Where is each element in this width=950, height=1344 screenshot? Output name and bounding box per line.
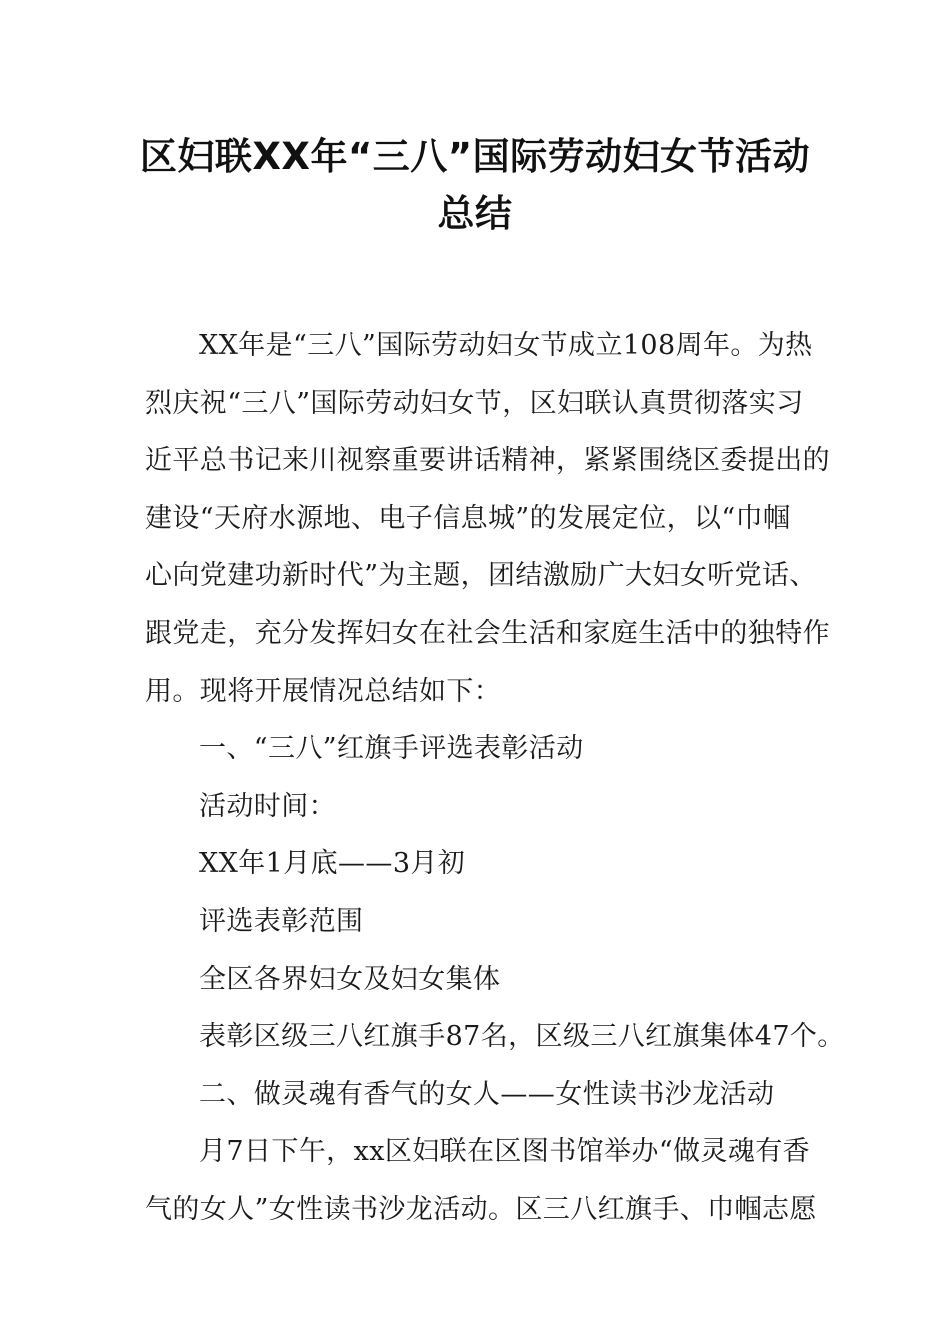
text-line: 跟党走，充分发挥妇女在社会生活和家庭生活中的独特作 — [145, 617, 830, 649]
text-line: 气的女人”女性读书沙龙活动。区三八红旗手、巾帼志愿 — [145, 1193, 817, 1225]
text-line: XX年1月底——3月初 — [199, 848, 466, 880]
text-line: 表彰区级三八红旗手87名，区级三八红旗集体47个。 — [199, 1021, 845, 1053]
section-heading: 一、“三八”红旗手评选表彰活动 — [199, 733, 584, 765]
text-line: 评选表彰范围 — [199, 905, 364, 937]
text-line: 全区各界妇女及妇女集体 — [199, 963, 501, 995]
text-line: 活动时间： — [199, 790, 336, 822]
title-line-1: 区妇联XX年“三八”国际劳动妇女节活动 — [139, 135, 811, 178]
text-line: 月7日下午，xx区妇联在区图书馆举办“做灵魂有香 — [199, 1136, 811, 1168]
section-heading: 二、做灵魂有香气的女人——女性读书沙龙活动 — [199, 1078, 775, 1110]
text-line: 近平总书记来川视察重要讲话精神，紧紧围绕区委提出的 — [145, 445, 830, 477]
body-text — [145, 317, 845, 1239]
title-line-2: 总结 — [437, 192, 513, 235]
text-line: 建设“天府水源地、电子信息城”的发展定位，以“巾帼 — [145, 502, 791, 534]
text-line: 烈庆祝“三八”国际劳动妇女节，区妇联认真贯彻落实习 — [145, 387, 804, 419]
text-line: XX年是“三八”国际劳动妇女节成立108周年。为热 — [199, 330, 813, 361]
document-title — [120, 128, 830, 242]
text-line: 用。现将开展情况总结如下： — [145, 675, 502, 707]
text-line: 心向党建功新时代”为主题，团结激励广大妇女听党话、 — [145, 560, 817, 592]
